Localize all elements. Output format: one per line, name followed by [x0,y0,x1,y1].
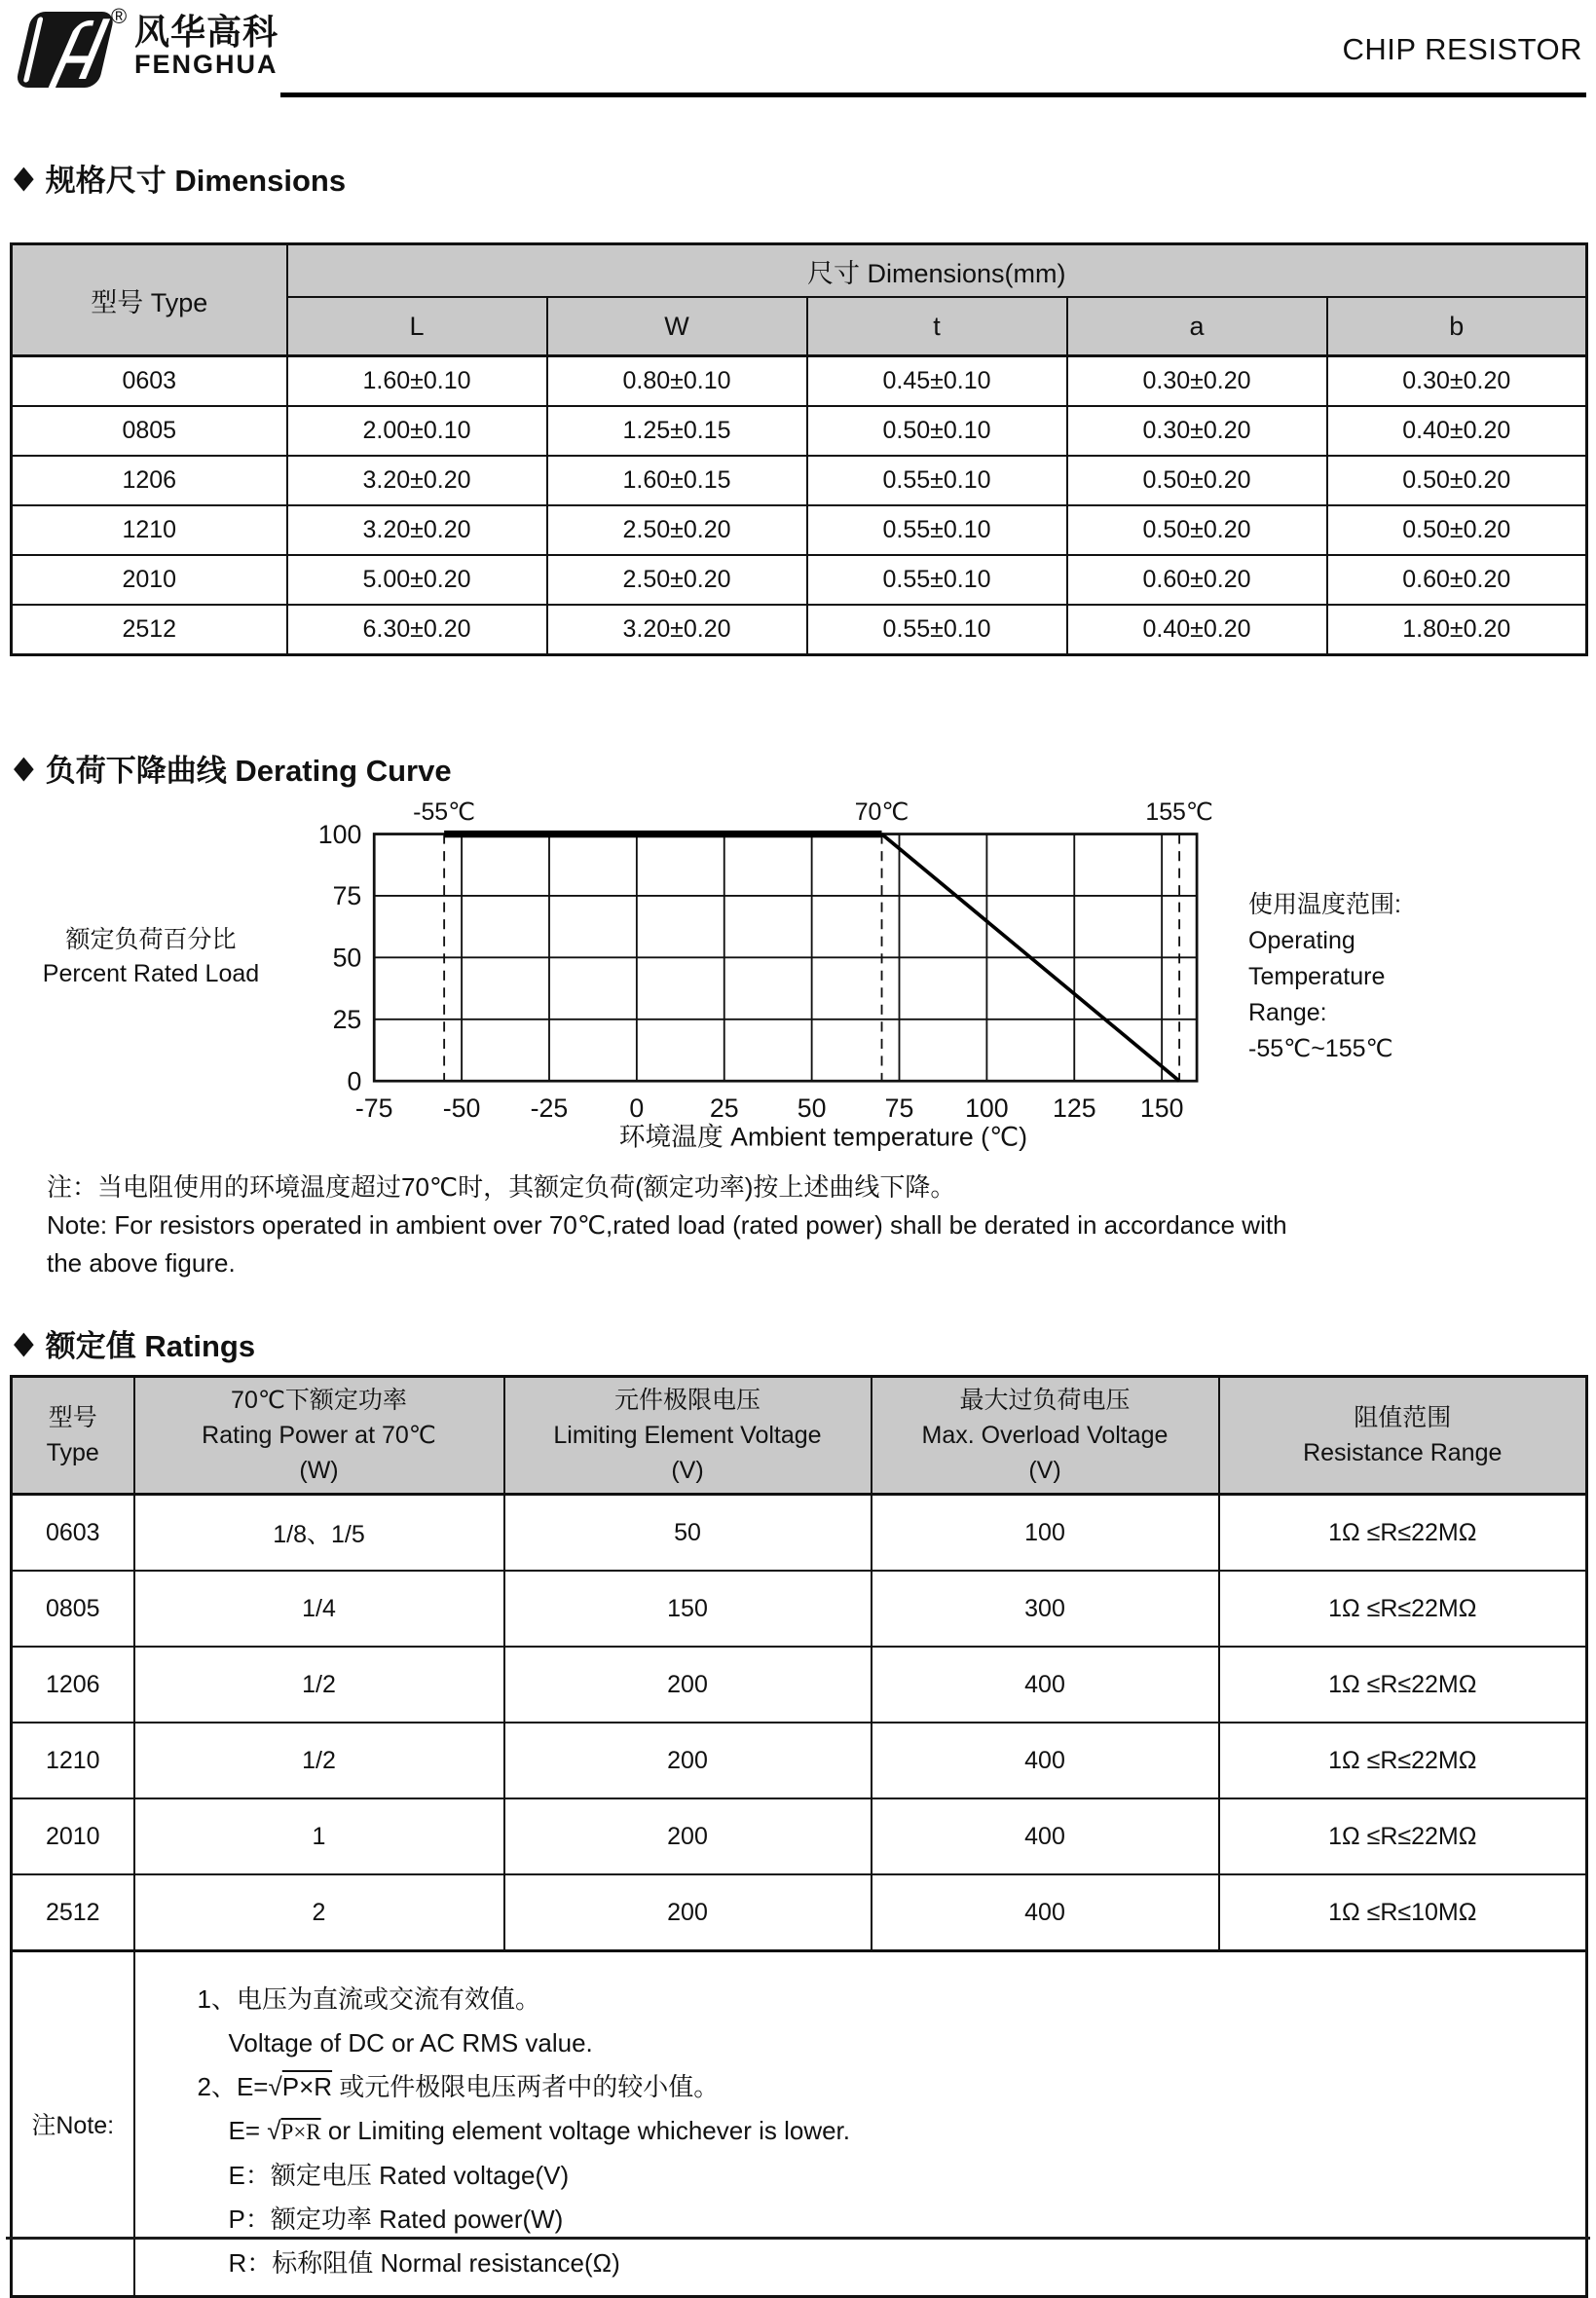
ratings-cell: 1/2 [134,1723,504,1798]
footnote-en-1: Note: For resistors operated in ambient over 70℃,rated load (rated power) shall be derated in accordance with [47,1210,1287,1240]
ratings-cell: 400 [872,1647,1219,1723]
ratings-cell: 1 [134,1798,504,1874]
ratings-cell: 1/4 [134,1571,504,1647]
dims-cell: 0.80±0.10 [547,356,807,407]
registered-trademark-icon: ® [111,4,128,28]
section-title-ratings: 额定值 Ratings [45,1329,256,1363]
table-row [12,605,1587,655]
table-row [12,1951,1587,2297]
ratings-header-power [134,1377,504,1495]
dims-cell: 0.55±0.10 [807,505,1067,555]
y-axis-label [18,923,284,991]
dims-cell: 0.50±0.20 [1327,456,1587,505]
dims-cell: 1210 [12,505,287,555]
table-row [12,1495,1587,1572]
y-tick-label: 100 [317,819,362,849]
dims-cell: 2010 [12,555,287,605]
dims-cell: 0603 [12,356,287,407]
ratings-cell: 50 [504,1495,872,1572]
dims-cell: 0.50±0.20 [1067,505,1327,555]
note-line-1 [198,1978,1577,2021]
derating-footnote [47,1168,1596,1282]
header-line: (V) [671,1457,704,1484]
y-axis-label-en: Percent Rated Load [42,959,260,987]
ratings-cell: 400 [872,1798,1219,1874]
dims-col-header-a: a [1067,297,1327,356]
ratings-header-resistance-range [1219,1377,1587,1495]
dims-cell: 0.40±0.20 [1067,605,1327,655]
dims-col-header-W: W [547,297,807,356]
note-line: 使用温度范围: [1248,891,1401,918]
ratings-header-overload-voltage [872,1377,1219,1495]
note-line: Range: [1248,999,1327,1026]
temperature-marker-label: -55℃ [413,797,476,826]
section-title-derating: 负荷下降曲线 Derating Curve [45,754,452,788]
header-line: 元件极限电压 [613,1387,761,1414]
table-row [12,1874,1587,1951]
header-line: Max. Overload Voltage [921,1422,1169,1449]
dims-cell: 1.60±0.15 [547,456,807,505]
x-tick-label: -25 [530,1093,569,1124]
diamond-bullet-icon: ◆ [14,159,34,195]
ratings-table [10,1375,1588,2298]
dims-cell: 5.00±0.20 [287,555,547,605]
ratings-cell: 1/8、1/5 [134,1495,504,1572]
header-line: 70℃下额定功率 [231,1387,407,1414]
dims-cell: 0.55±0.10 [807,555,1067,605]
table-row [12,505,1587,555]
section-heading-derating [14,746,1596,790]
table-row [12,1571,1587,1647]
x-tick-label: -75 [354,1093,393,1124]
note-line-6 [198,2198,1577,2242]
derating-chart-block [18,794,1596,1153]
dims-cell: 0.50±0.20 [1067,456,1327,505]
dimensions-table [10,242,1588,656]
dims-cell: 0.40±0.20 [1327,406,1587,456]
note-line: Temperature [1248,963,1386,990]
dims-col-header-L: L [287,297,547,356]
temperature-marker-label: 155℃ [1145,797,1213,826]
x-tick-label: -50 [442,1093,481,1124]
ratings-cell: 1Ω ≤R≤22MΩ [1219,1798,1587,1874]
footnote-cn: 注：当电阻使用的环境温度超过70℃时，其额定负荷(额定功率)按上述曲线下降。 [47,1172,956,1202]
ratings-cell: 200 [504,1798,872,1874]
header-line: Resistance Range [1303,1439,1503,1466]
header-line: Rating Power at 70℃ [202,1422,436,1449]
ratings-cell: 1Ω ≤R≤22MΩ [1219,1495,1587,1572]
dims-cell: 0.50±0.20 [1327,505,1587,555]
ratings-cell: 0805 [12,1571,134,1647]
table-row [12,356,1587,407]
formula-prefix: E= √ [228,2116,281,2145]
table-row [12,1647,1587,1723]
table-row [12,555,1587,605]
dims-group-header: 尺寸 Dimensions(mm) [287,244,1587,298]
dims-cell: 2.00±0.10 [287,406,547,456]
note-line-3 [198,2065,1577,2109]
formula-radicand: P×R [281,2072,333,2101]
dims-cell: 1.25±0.15 [547,406,807,456]
x-tick-label: 75 [884,1093,914,1124]
table-row [12,1723,1587,1798]
formula-suffix: 或元件极限电压两者中的较小值。 [332,2072,720,2101]
section-heading-ratings [14,1321,1596,1365]
brand-name-en: FENGHUA [134,49,278,79]
dims-cell: 0.50±0.10 [807,406,1067,456]
ratings-cell: 150 [504,1571,872,1647]
brand-name-cn: 风华高科 [134,12,279,52]
note-line: -55℃~155℃ [1248,1035,1393,1062]
x-tick-label: 125 [1052,1093,1096,1124]
temperature-marker-label: 70℃ [854,797,909,826]
ratings-cell: 1Ω ≤R≤22MΩ [1219,1571,1587,1647]
ratings-cell: 0603 [12,1495,134,1572]
dims-cell: 2.50±0.20 [547,505,807,555]
y-axis-label-cn: 额定负荷百分比 [65,925,237,953]
dims-cell: 1206 [12,456,287,505]
ratings-cell: 400 [872,1723,1219,1798]
x-tick-label: 50 [797,1093,827,1124]
ratings-note-content [134,1951,1587,2297]
ratings-header-type [12,1377,134,1495]
dims-col-header-b: b [1327,297,1587,356]
note-text: P：额定功率 Rated power(W) [228,2205,564,2234]
dims-cell: 0.30±0.20 [1067,356,1327,407]
ratings-cell: 2 [134,1874,504,1951]
dims-cell: 3.20±0.20 [287,505,547,555]
diamond-bullet-icon: ◆ [14,1324,34,1360]
operating-range-note [1248,887,1443,1067]
fenghua-logo [10,4,280,97]
fenghua-logo-mark-icon [10,8,125,92]
section-title-dimensions: 规格尺寸 Dimensions [45,164,347,198]
ratings-cell: 200 [504,1723,872,1798]
header-line: 最大过负荷电压 [959,1387,1131,1414]
dims-cell: 1.80±0.20 [1327,605,1587,655]
note-line: Operating [1248,927,1355,954]
ratings-cell: 1Ω ≤R≤22MΩ [1219,1647,1587,1723]
dims-cell: 0805 [12,406,287,456]
footnote-en-2: the above figure. [47,1248,236,1278]
ratings-cell: 2512 [12,1874,134,1951]
note-line-2 [198,2021,1577,2065]
x-tick-label: 0 [629,1093,645,1124]
header-line: 阻值范围 [1354,1404,1452,1431]
ratings-cell: 200 [504,1647,872,1723]
note-text: Voltage of DC or AC RMS value. [228,2028,593,2057]
header-line: (W) [299,1457,339,1484]
header-rule [280,8,1586,97]
header-line: Limiting Element Voltage [553,1422,822,1449]
y-tick-label: 0 [347,1066,362,1096]
dims-cell: 0.30±0.20 [1327,356,1587,407]
y-tick-label: 50 [332,943,362,973]
table-row [12,1798,1587,1874]
formula-prefix: 2、E=√ [197,2072,282,2101]
dims-cell: 0.55±0.10 [807,605,1067,655]
note-line-7 [198,2242,1577,2285]
document-title: CHIP RESISTOR [1342,32,1582,66]
header-line: 型号 [48,1404,97,1431]
dims-cell: 1.60±0.10 [287,356,547,407]
page-bottom-divider [6,2237,1590,2240]
ratings-cell: 1210 [12,1723,134,1798]
formula-radicand: P×R [280,2120,321,2144]
dims-cell: 6.30±0.20 [287,605,547,655]
dims-cell: 2.50±0.20 [547,555,807,605]
section-heading-dimensions [14,156,1596,200]
ratings-cell: 1/2 [134,1647,504,1723]
brand-text [134,14,278,78]
dims-cell: 3.20±0.20 [547,605,807,655]
x-tick-label: 150 [1139,1093,1184,1124]
dims-cell: 3.20±0.20 [287,456,547,505]
ratings-cell: 300 [872,1571,1219,1647]
ratings-note-label: 注Note: [12,1951,134,2297]
ratings-cell: 100 [872,1495,1219,1572]
note-line-5 [198,2154,1577,2198]
header-line: Type [46,1439,99,1466]
x-tick-label: 25 [709,1093,739,1124]
page-header [0,0,1596,97]
dims-cell: 0.30±0.20 [1067,406,1327,456]
y-tick-label: 25 [332,1004,362,1034]
ratings-header-limiting-voltage [504,1377,872,1495]
note-text: 1、电压为直流或交流有效值。 [197,1984,540,2014]
x-tick-label: 100 [965,1093,1009,1124]
dims-cell: 0.60±0.20 [1067,555,1327,605]
note-line-4 [198,2109,1577,2154]
dims-cell: 0.55±0.10 [807,456,1067,505]
table-row [12,1377,1587,1495]
ratings-cell: 1206 [12,1647,134,1723]
derating-chart [284,794,1213,1153]
note-text: R：标称阻值 Normal resistance(Ω) [228,2248,620,2278]
x-axis-title: 环境温度 Ambient temperature (℃) [618,1122,1028,1152]
y-tick-label: 75 [332,881,362,911]
ratings-cell: 1Ω ≤R≤22MΩ [1219,1723,1587,1798]
dims-col-header-t: t [807,297,1067,356]
ratings-cell: 200 [504,1874,872,1951]
table-row [12,406,1587,456]
table-row [12,244,1587,298]
dims-cell: 0.60±0.20 [1327,555,1587,605]
dims-type-header: 型号 Type [12,244,287,356]
diamond-bullet-icon: ◆ [14,749,34,785]
formula-suffix: or Limiting element voltage whichever is lower. [320,2116,850,2145]
header-line: (V) [1028,1457,1061,1484]
dims-cell: 0.45±0.10 [807,356,1067,407]
dims-cell: 2512 [12,605,287,655]
table-row [12,456,1587,505]
ratings-cell: 2010 [12,1798,134,1874]
note-text: E：额定电压 Rated voltage(V) [228,2161,570,2190]
ratings-cell: 400 [872,1874,1219,1951]
ratings-cell: 1Ω ≤R≤10MΩ [1219,1874,1587,1951]
